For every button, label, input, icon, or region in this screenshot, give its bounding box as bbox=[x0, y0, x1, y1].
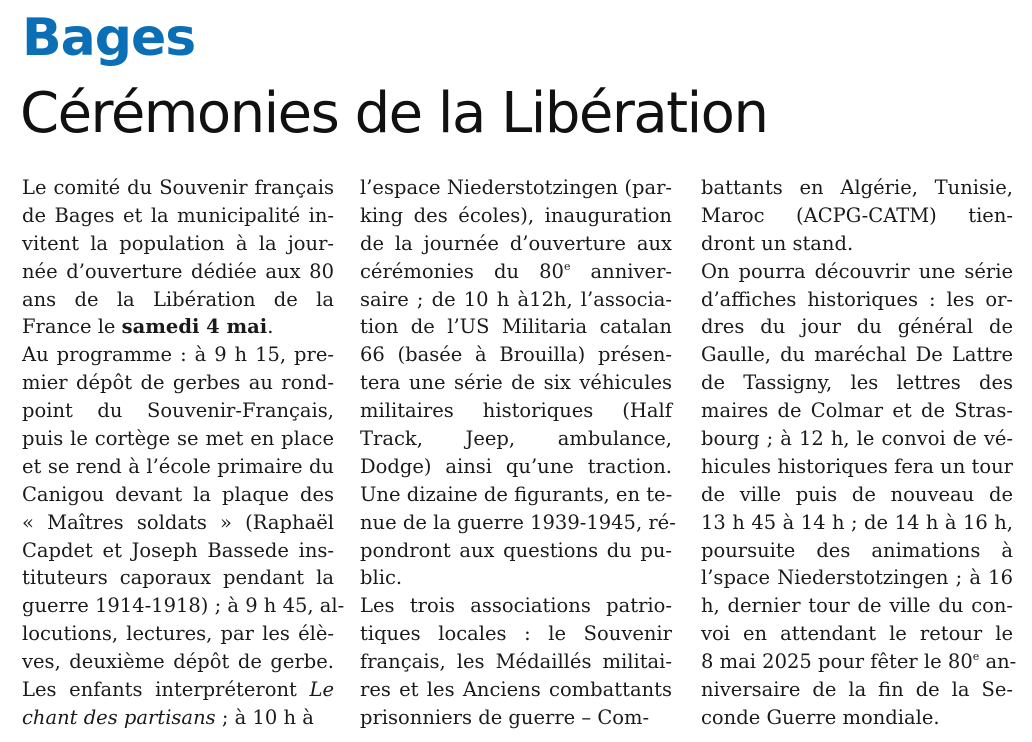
article-line bbox=[22, 564, 334, 592]
line-text: niversaire de la fin de la Se- bbox=[701, 678, 1013, 702]
article-line bbox=[22, 174, 334, 202]
article-line bbox=[22, 202, 334, 230]
line-text: voi en attendant le retour le bbox=[701, 622, 1013, 646]
article-line bbox=[360, 286, 672, 314]
article-column-3 bbox=[701, 174, 1017, 732]
line-text: 13 h 45 à 14 h ; de 14 h à 16 h, bbox=[701, 510, 1013, 534]
line-text: Track, Jeep, ambulance, bbox=[360, 427, 672, 451]
line-text: d’affiches historiques : les or- bbox=[701, 287, 1013, 311]
line-text: guerre 1914-1918) ; à 9 h 45, al- bbox=[22, 594, 345, 618]
line-text: Dodge) ainsi qu’une traction. bbox=[360, 454, 672, 478]
article-kicker: Bages bbox=[22, 8, 196, 68]
article-line bbox=[360, 453, 672, 481]
article-line bbox=[22, 258, 334, 286]
article-line bbox=[360, 481, 672, 509]
line-text: Le comité du Souvenir français bbox=[22, 176, 334, 199]
article-line bbox=[701, 286, 1013, 314]
article-line bbox=[22, 397, 334, 425]
line-text: ves, deuxième dépôt de gerbe. bbox=[22, 650, 334, 674]
line-text-tail: anniver- bbox=[570, 259, 672, 283]
italic-title: chant des partisans bbox=[22, 705, 216, 729]
article-line bbox=[22, 481, 334, 509]
ordinal-superscript: e bbox=[972, 650, 980, 664]
article-line bbox=[360, 397, 672, 425]
line-text: nue de la guerre 1939-1945, ré- bbox=[360, 510, 676, 534]
article-line bbox=[360, 425, 672, 453]
article-line bbox=[701, 174, 1013, 202]
line-text: bourg ; à 12 h, le convoi de vé- bbox=[701, 427, 1013, 451]
line-text-tail: . bbox=[267, 315, 274, 339]
article-line bbox=[701, 397, 1013, 425]
line-text-tail: ; à 10 h à bbox=[215, 705, 314, 729]
article-line bbox=[22, 509, 334, 537]
line-text: Canigou devant la plaque des bbox=[22, 482, 334, 506]
line-text: et se rend à l’école primaire du bbox=[22, 454, 334, 478]
line-text: Les trois associations patrio- bbox=[360, 594, 672, 618]
article-line bbox=[22, 676, 334, 704]
article-line bbox=[22, 313, 334, 341]
line-text: Au programme : à 9 h 15, pre- bbox=[22, 343, 334, 367]
line-text: tion de l’US Militaria catalan bbox=[360, 315, 672, 339]
line-text: locutions, lectures, par les élè- bbox=[22, 622, 334, 646]
line-text: militaires historiques (Half bbox=[360, 399, 672, 423]
line-text: 8 mai 2025 pour fêter le 80 bbox=[701, 650, 973, 674]
line-text: hicules historiques fera un tour bbox=[701, 454, 1013, 478]
bold-date: samedi 4 mai bbox=[121, 315, 268, 339]
line-text: On pourra découvrir une série bbox=[701, 259, 1013, 283]
article-line bbox=[701, 425, 1013, 453]
article-line bbox=[22, 648, 334, 676]
article-line bbox=[701, 704, 1013, 732]
line-text: dront un stand. bbox=[701, 231, 854, 255]
article-line bbox=[360, 704, 672, 732]
line-text: français, les Médaillés militai- bbox=[360, 650, 672, 674]
article-line bbox=[22, 592, 345, 620]
line-text: Capdet et Joseph Bassede ins- bbox=[22, 538, 334, 562]
article-line bbox=[701, 648, 1017, 676]
article-line bbox=[701, 676, 1013, 704]
line-text: Une dizaine de figurants, en te- bbox=[360, 482, 673, 506]
line-text: prisonniers de guerre – Com- bbox=[360, 705, 650, 729]
article-line bbox=[22, 425, 334, 453]
line-text: de la journée d’ouverture aux bbox=[360, 231, 672, 255]
line-text: Gaulle, du maréchal De Lattre bbox=[701, 343, 1013, 367]
article-line bbox=[22, 620, 334, 648]
article-line bbox=[360, 592, 672, 620]
line-text: vitent la population à la jour- bbox=[22, 231, 334, 255]
line-text: cérémonies du 80 bbox=[360, 259, 564, 283]
article-line bbox=[22, 704, 334, 732]
article-line bbox=[701, 453, 1013, 481]
article-line bbox=[360, 230, 672, 258]
line-text: h, dernier tour de ville du con- bbox=[701, 594, 1013, 618]
article-line bbox=[22, 537, 334, 565]
article-line bbox=[360, 202, 672, 230]
article-line bbox=[360, 620, 672, 648]
line-text: l’space Niederstotzingen ; à 16 bbox=[701, 566, 1013, 590]
article-line bbox=[22, 286, 334, 314]
line-text: tera une série de six véhicules bbox=[360, 371, 672, 395]
article-line bbox=[701, 592, 1013, 620]
article-line bbox=[360, 509, 676, 537]
line-text: mier dépôt de gerbes au rond- bbox=[22, 371, 334, 395]
article-line bbox=[360, 676, 672, 704]
article-line bbox=[360, 174, 672, 202]
line-text: saire ; de 10 h à12h, l’associa- bbox=[360, 287, 672, 311]
article-line bbox=[701, 341, 1013, 369]
article-line bbox=[701, 564, 1013, 592]
article-line bbox=[701, 537, 1013, 565]
article-line bbox=[360, 313, 672, 341]
article-column-2 bbox=[360, 174, 676, 732]
line-text: de Tassigny, les lettres des bbox=[701, 371, 1013, 395]
article-line bbox=[701, 202, 1013, 230]
article-headline: Cérémonies de la Libération bbox=[20, 81, 768, 146]
line-text: puis le cortège se met en place bbox=[22, 427, 334, 451]
line-text: battants en Algérie, Tunisie, bbox=[701, 176, 1013, 199]
line-text: née d’ouverture dédiée aux 80 bbox=[22, 259, 334, 283]
line-text: France le bbox=[22, 315, 122, 339]
article-line bbox=[360, 648, 672, 676]
article-line bbox=[701, 369, 1013, 397]
article-line bbox=[360, 341, 672, 369]
line-text: maires de Colmar et de Stras- bbox=[701, 399, 1013, 423]
line-text-tail: an- bbox=[979, 650, 1017, 674]
ordinal-superscript: e bbox=[563, 259, 571, 273]
line-text: tituteurs caporaux pendant la bbox=[22, 566, 334, 590]
article-line bbox=[701, 258, 1013, 286]
line-text: Maroc (ACPG-CATM) tien- bbox=[701, 203, 1013, 227]
italic-title: Le bbox=[309, 678, 334, 702]
line-text: l’espace Niederstotzingen (par- bbox=[360, 176, 672, 199]
article-line bbox=[701, 481, 1013, 509]
line-text: Les enfants interpréteront bbox=[22, 678, 310, 702]
line-text: ans de la Libération de la bbox=[22, 287, 334, 311]
article-line bbox=[701, 509, 1013, 537]
article-line bbox=[22, 369, 334, 397]
article-line bbox=[360, 564, 672, 592]
article-line bbox=[701, 620, 1013, 648]
article-line bbox=[360, 537, 672, 565]
line-text: de Bages et la municipalité in- bbox=[22, 203, 334, 227]
line-text: blic. bbox=[360, 566, 403, 590]
line-text: king des écoles), inauguration bbox=[360, 203, 672, 227]
line-text: 66 (basée à Brouilla) présen- bbox=[360, 343, 672, 367]
article-line bbox=[22, 341, 334, 369]
line-text: poursuite des animations à bbox=[701, 538, 1013, 562]
article-line bbox=[701, 313, 1013, 341]
line-text: res et les Anciens combattants bbox=[360, 678, 672, 702]
article-line bbox=[360, 369, 672, 397]
line-text: pondront aux questions du pu- bbox=[360, 538, 672, 562]
article-line bbox=[360, 258, 672, 286]
article-line bbox=[701, 230, 1013, 258]
article-line bbox=[22, 230, 334, 258]
line-text: dres du jour du général de bbox=[701, 315, 1013, 339]
line-text: « Maîtres soldats » (Raphaël bbox=[22, 510, 334, 534]
article-column-1 bbox=[22, 174, 345, 732]
article-line bbox=[22, 453, 334, 481]
line-text: de ville puis de nouveau de bbox=[701, 482, 1013, 506]
line-text: conde Guerre mondiale. bbox=[701, 705, 940, 729]
line-text: tiques locales : le Souvenir bbox=[360, 622, 672, 646]
line-text: point du Souvenir-Français, bbox=[22, 399, 334, 423]
